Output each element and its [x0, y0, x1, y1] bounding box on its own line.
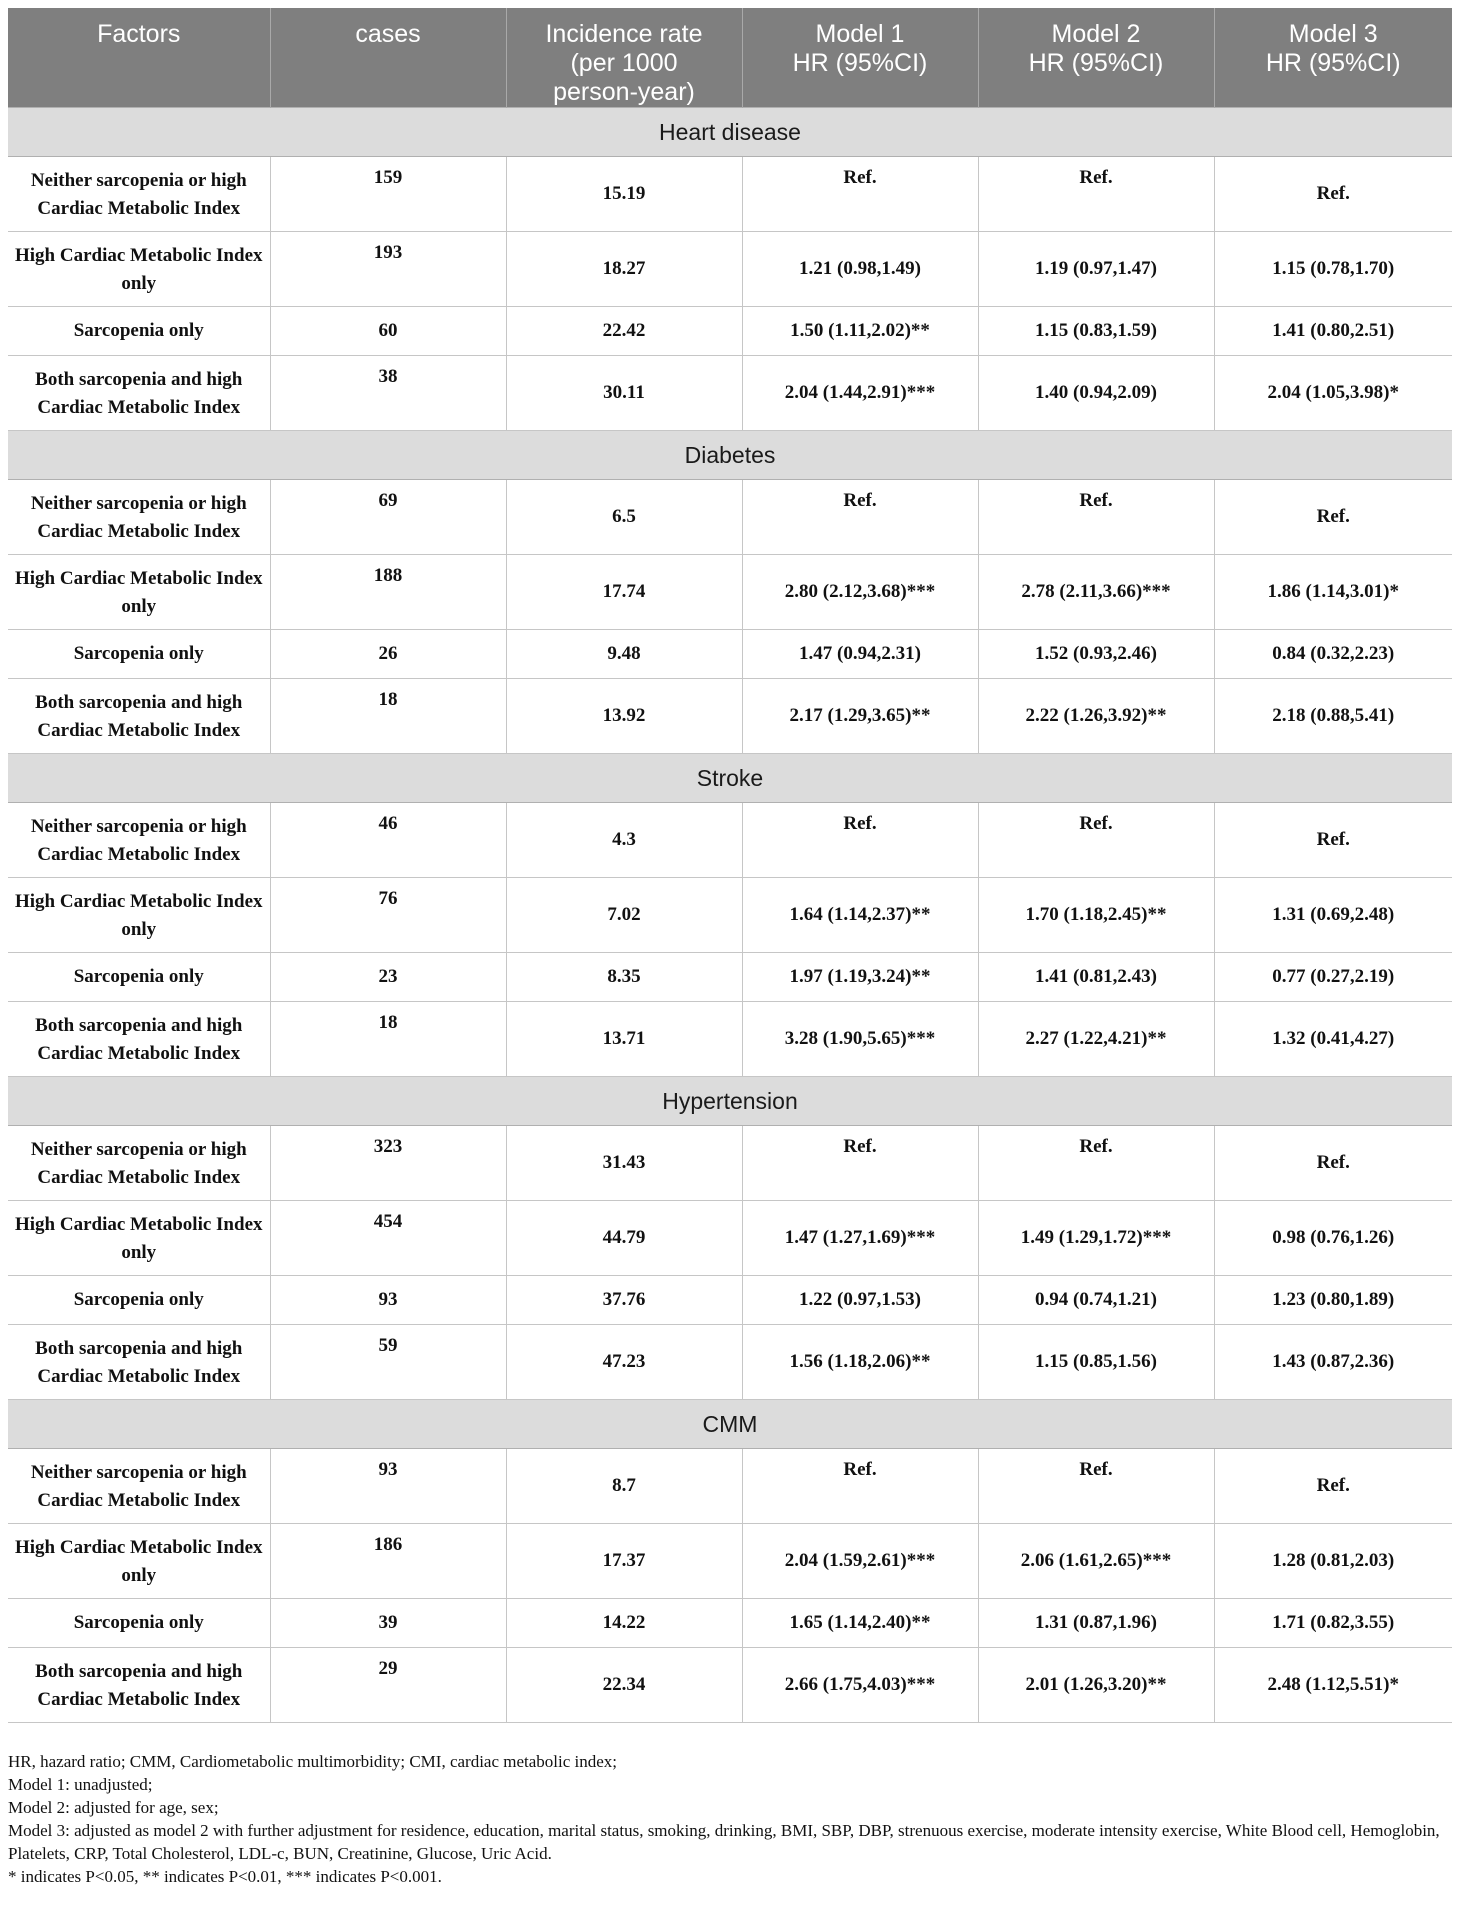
- cases-cell: 193: [270, 232, 506, 307]
- table-row: [8, 1325, 1452, 1400]
- incidence-rate-cell: 22.34: [506, 1648, 742, 1723]
- incidence-rate-cell: 18.27: [506, 232, 742, 307]
- model-3-cell: 1.43 (0.87,2.36): [1214, 1325, 1452, 1400]
- cases-cell: 454: [270, 1201, 506, 1276]
- model-3-cell: Ref.: [1214, 1126, 1452, 1201]
- table-row: [8, 1648, 1452, 1723]
- model-2-cell: 1.31 (0.87,1.96): [978, 1599, 1214, 1648]
- model-3-cell: 1.28 (0.81,2.03): [1214, 1524, 1452, 1599]
- model-3-cell: Ref.: [1214, 480, 1452, 555]
- model-2-cell: 1.19 (0.97,1.47): [978, 232, 1214, 307]
- factor-cell: Both sarcopenia and high Cardiac Metabolic Index: [8, 356, 270, 431]
- cases-cell: 18: [270, 1002, 506, 1077]
- model-1-cell: Ref.: [742, 157, 978, 232]
- model-2-cell: 1.49 (1.29,1.72)***: [978, 1201, 1214, 1276]
- model-2-cell: 1.15 (0.85,1.56): [978, 1325, 1214, 1400]
- table-row: [8, 878, 1452, 953]
- incidence-rate-cell: 44.79: [506, 1201, 742, 1276]
- model-2-cell: Ref.: [978, 157, 1214, 232]
- incidence-rate-cell: 8.7: [506, 1449, 742, 1524]
- model-1-cell: 1.50 (1.11,2.02)**: [742, 307, 978, 356]
- factor-cell: High Cardiac Metabolic Index only: [8, 1201, 270, 1276]
- model-1-cell: 2.04 (1.44,2.91)***: [742, 356, 978, 431]
- cases-cell: 26: [270, 630, 506, 679]
- table-row: [8, 232, 1452, 307]
- model-3-cell: 1.41 (0.80,2.51): [1214, 307, 1452, 356]
- table-body: [8, 108, 1452, 1723]
- model-3-cell: 1.71 (0.82,3.55): [1214, 1599, 1452, 1648]
- model-3-cell: 2.18 (0.88,5.41): [1214, 679, 1452, 754]
- model-1-cell: Ref.: [742, 480, 978, 555]
- model-1-cell: 1.56 (1.18,2.06)**: [742, 1325, 978, 1400]
- factor-cell: Both sarcopenia and high Cardiac Metabolic Index: [8, 1325, 270, 1400]
- cases-cell: 69: [270, 480, 506, 555]
- model-1-cell: 2.66 (1.75,4.03)***: [742, 1648, 978, 1723]
- model-3-cell: 0.98 (0.76,1.26): [1214, 1201, 1452, 1276]
- model-2-cell: 2.78 (2.11,3.66)***: [978, 555, 1214, 630]
- factor-cell: Sarcopenia only: [8, 953, 270, 1002]
- model-2-cell: 0.94 (0.74,1.21): [978, 1276, 1214, 1325]
- table-row: [8, 555, 1452, 630]
- incidence-rate-cell: 9.48: [506, 630, 742, 679]
- factor-cell: High Cardiac Metabolic Index only: [8, 1524, 270, 1599]
- factor-cell: Both sarcopenia and high Cardiac Metabolic Index: [8, 679, 270, 754]
- table-row: [8, 1201, 1452, 1276]
- model-2-cell: Ref.: [978, 480, 1214, 555]
- table-row: [8, 1449, 1452, 1524]
- model-2-cell: 1.41 (0.81,2.43): [978, 953, 1214, 1002]
- table-row: [8, 1599, 1452, 1648]
- hazard-ratio-table-container: [8, 8, 1452, 1723]
- cases-cell: 29: [270, 1648, 506, 1723]
- section-title: Stroke: [8, 754, 1452, 803]
- model-1-cell: 1.47 (1.27,1.69)***: [742, 1201, 978, 1276]
- incidence-rate-cell: 17.74: [506, 555, 742, 630]
- model-2-cell: 1.15 (0.83,1.59): [978, 307, 1214, 356]
- table-row: [8, 953, 1452, 1002]
- model-1-cell: 1.97 (1.19,3.24)**: [742, 953, 978, 1002]
- table-header: [8, 8, 1452, 108]
- factor-cell: Sarcopenia only: [8, 307, 270, 356]
- section-title: CMM: [8, 1400, 1452, 1449]
- incidence-rate-cell: 8.35: [506, 953, 742, 1002]
- header-model-1: Model 1 HR (95%CI): [742, 8, 978, 108]
- model-2-cell: Ref.: [978, 1126, 1214, 1201]
- factor-cell: Neither sarcopenia or high Cardiac Metabolic Index: [8, 1449, 270, 1524]
- incidence-rate-cell: 22.42: [506, 307, 742, 356]
- incidence-rate-cell: 7.02: [506, 878, 742, 953]
- model-3-cell: 0.84 (0.32,2.23): [1214, 630, 1452, 679]
- model-3-cell: 1.32 (0.41,4.27): [1214, 1002, 1452, 1077]
- cases-cell: 188: [270, 555, 506, 630]
- section-title: Heart disease: [8, 108, 1452, 157]
- cases-cell: 39: [270, 1599, 506, 1648]
- footnote-line: Model 2: adjusted for age, sex;: [8, 1798, 219, 1817]
- table-row: [8, 307, 1452, 356]
- cases-cell: 93: [270, 1276, 506, 1325]
- model-2-cell: 2.27 (1.22,4.21)**: [978, 1002, 1214, 1077]
- header-model-2: Model 2 HR (95%CI): [978, 8, 1214, 108]
- section-header-row: [8, 1400, 1452, 1449]
- table-row: [8, 1276, 1452, 1325]
- cases-cell: 38: [270, 356, 506, 431]
- incidence-rate-cell: 17.37: [506, 1524, 742, 1599]
- table-row: [8, 1126, 1452, 1201]
- header-factors: Factors: [8, 8, 270, 108]
- model-2-cell: Ref.: [978, 1449, 1214, 1524]
- section-header-row: [8, 431, 1452, 480]
- model-1-cell: Ref.: [742, 803, 978, 878]
- footnote-line: * indicates P<0.05, ** indicates P<0.01, *** indicates P<0.001.: [8, 1867, 442, 1886]
- model-3-cell: 1.23 (0.80,1.89): [1214, 1276, 1452, 1325]
- cases-cell: 76: [270, 878, 506, 953]
- factor-cell: Both sarcopenia and high Cardiac Metabolic Index: [8, 1002, 270, 1077]
- factor-cell: Neither sarcopenia or high Cardiac Metabolic Index: [8, 157, 270, 232]
- cases-cell: 18: [270, 679, 506, 754]
- model-1-cell: 1.21 (0.98,1.49): [742, 232, 978, 307]
- table-row: [8, 356, 1452, 431]
- factor-cell: High Cardiac Metabolic Index only: [8, 555, 270, 630]
- model-3-cell: 1.15 (0.78,1.70): [1214, 232, 1452, 307]
- factor-cell: Sarcopenia only: [8, 1276, 270, 1325]
- model-1-cell: 1.65 (1.14,2.40)**: [742, 1599, 978, 1648]
- table-row: [8, 679, 1452, 754]
- model-3-cell: 1.86 (1.14,3.01)*: [1214, 555, 1452, 630]
- incidence-rate-cell: 13.92: [506, 679, 742, 754]
- section-header-row: [8, 754, 1452, 803]
- model-3-cell: Ref.: [1214, 1449, 1452, 1524]
- cases-cell: 60: [270, 307, 506, 356]
- factor-cell: Both sarcopenia and high Cardiac Metabolic Index: [8, 1648, 270, 1723]
- cases-cell: 93: [270, 1449, 506, 1524]
- model-1-cell: Ref.: [742, 1449, 978, 1524]
- table-footnotes: [8, 1750, 1452, 1888]
- factor-cell: Neither sarcopenia or high Cardiac Metabolic Index: [8, 803, 270, 878]
- model-3-cell: 0.77 (0.27,2.19): [1214, 953, 1452, 1002]
- cases-cell: 46: [270, 803, 506, 878]
- header-model-3: Model 3 HR (95%CI): [1214, 8, 1452, 108]
- model-2-cell: 2.06 (1.61,2.65)***: [978, 1524, 1214, 1599]
- table-row: [8, 480, 1452, 555]
- model-3-cell: Ref.: [1214, 157, 1452, 232]
- factor-cell: Sarcopenia only: [8, 630, 270, 679]
- incidence-rate-cell: 30.11: [506, 356, 742, 431]
- footnote-line: Model 3: adjusted as model 2 with further adjustment for residence, education, marital status, smoking, drinking, BMI, SBP, DBP, strenuous exercise, moderate intensity exercise, White Blood cell, Hemoglobin, Platelets, CRP, Total Cholesterol, LDL-c, BUN, Creatinine, Glucose, Uric Acid.: [8, 1821, 1440, 1863]
- section-title: Diabetes: [8, 431, 1452, 480]
- table-row: [8, 1002, 1452, 1077]
- factor-cell: High Cardiac Metabolic Index only: [8, 232, 270, 307]
- cases-cell: 186: [270, 1524, 506, 1599]
- model-3-cell: Ref.: [1214, 803, 1452, 878]
- model-2-cell: Ref.: [978, 803, 1214, 878]
- model-3-cell: 2.04 (1.05,3.98)*: [1214, 356, 1452, 431]
- incidence-rate-cell: 6.5: [506, 480, 742, 555]
- section-title: Hypertension: [8, 1077, 1452, 1126]
- model-1-cell: 1.64 (1.14,2.37)**: [742, 878, 978, 953]
- section-header-row: [8, 1077, 1452, 1126]
- incidence-rate-cell: 31.43: [506, 1126, 742, 1201]
- model-1-cell: 2.80 (2.12,3.68)***: [742, 555, 978, 630]
- model-2-cell: 1.70 (1.18,2.45)**: [978, 878, 1214, 953]
- model-2-cell: 2.22 (1.26,3.92)**: [978, 679, 1214, 754]
- model-1-cell: 2.17 (1.29,3.65)**: [742, 679, 978, 754]
- model-2-cell: 1.52 (0.93,2.46): [978, 630, 1214, 679]
- model-1-cell: 2.04 (1.59,2.61)***: [742, 1524, 978, 1599]
- table-row: [8, 157, 1452, 232]
- footnote-line: Model 1: unadjusted;: [8, 1775, 153, 1794]
- cases-cell: 159: [270, 157, 506, 232]
- incidence-rate-cell: 37.76: [506, 1276, 742, 1325]
- factor-cell: Sarcopenia only: [8, 1599, 270, 1648]
- table-row: [8, 1524, 1452, 1599]
- cases-cell: 59: [270, 1325, 506, 1400]
- cases-cell: 23: [270, 953, 506, 1002]
- incidence-rate-cell: 14.22: [506, 1599, 742, 1648]
- incidence-rate-cell: 4.3: [506, 803, 742, 878]
- model-3-cell: 1.31 (0.69,2.48): [1214, 878, 1452, 953]
- table-row: [8, 803, 1452, 878]
- incidence-rate-cell: 15.19: [506, 157, 742, 232]
- model-3-cell: 2.48 (1.12,5.51)*: [1214, 1648, 1452, 1723]
- model-2-cell: 1.40 (0.94,2.09): [978, 356, 1214, 431]
- cases-cell: 323: [270, 1126, 506, 1201]
- model-1-cell: 1.47 (0.94,2.31): [742, 630, 978, 679]
- incidence-rate-cell: 13.71: [506, 1002, 742, 1077]
- footnote-line: HR, hazard ratio; CMM, Cardiometabolic multimorbidity; CMI, cardiac metabolic index;: [8, 1752, 618, 1771]
- factor-cell: Neither sarcopenia or high Cardiac Metabolic Index: [8, 480, 270, 555]
- table-row: [8, 630, 1452, 679]
- model-1-cell: 3.28 (1.90,5.65)***: [742, 1002, 978, 1077]
- header-cases: cases: [270, 8, 506, 108]
- model-1-cell: 1.22 (0.97,1.53): [742, 1276, 978, 1325]
- model-1-cell: Ref.: [742, 1126, 978, 1201]
- section-header-row: [8, 108, 1452, 157]
- factor-cell: High Cardiac Metabolic Index only: [8, 878, 270, 953]
- factor-cell: Neither sarcopenia or high Cardiac Metabolic Index: [8, 1126, 270, 1201]
- header-row: [8, 8, 1452, 108]
- header-incidence-rate: Incidence rate (per 1000 person-year): [506, 8, 742, 108]
- model-2-cell: 2.01 (1.26,3.20)**: [978, 1648, 1214, 1723]
- hazard-ratio-table: [8, 8, 1452, 1723]
- incidence-rate-cell: 47.23: [506, 1325, 742, 1400]
